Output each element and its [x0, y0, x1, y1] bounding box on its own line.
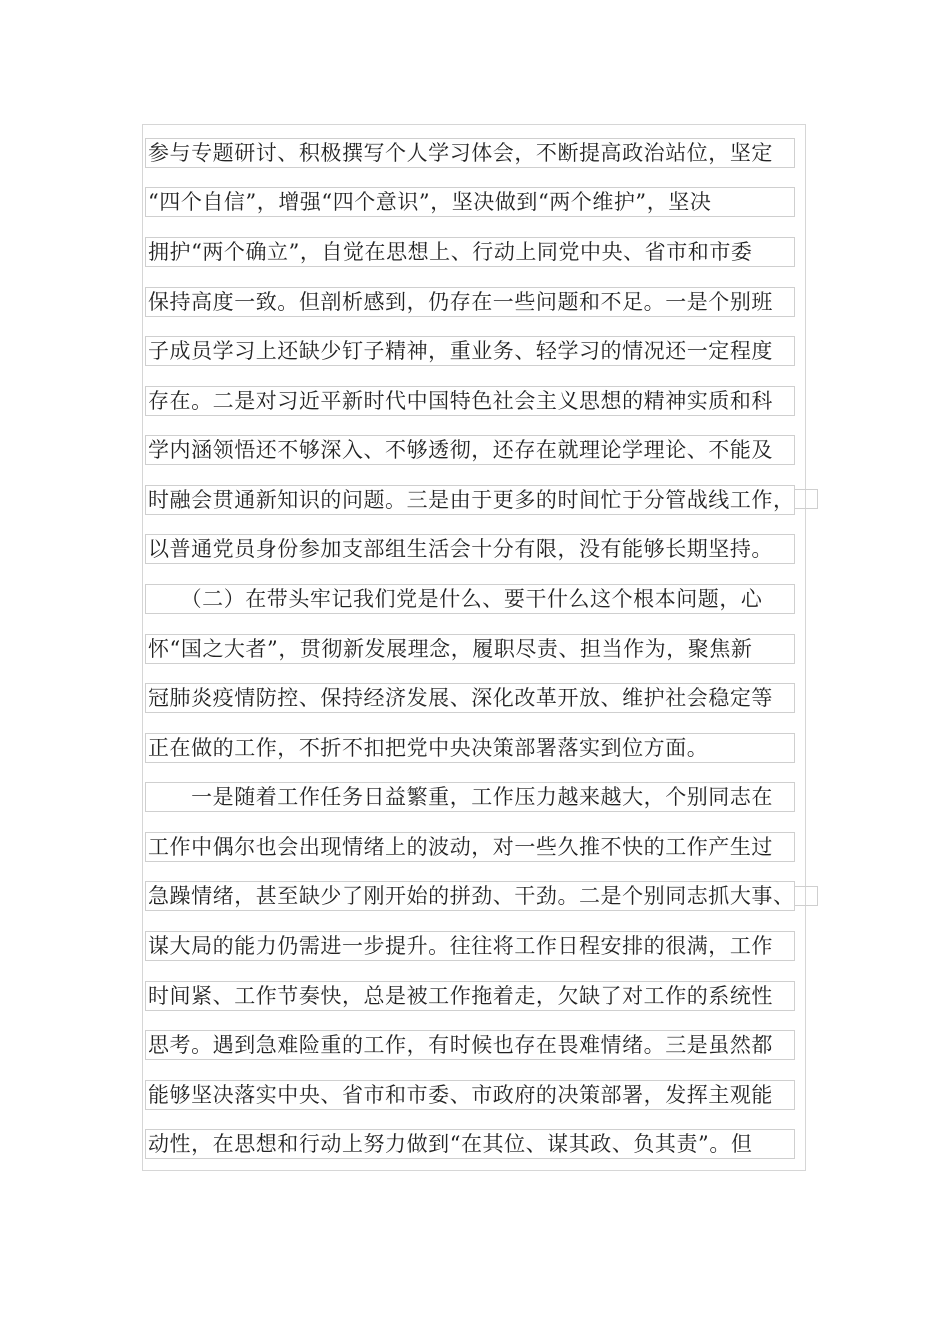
text-line-19: 思考。遇到急难险重的工作，有时候也存在畏难情绪。三是虽然都 [145, 1030, 795, 1060]
text-line-10: （二）在带头牢记我们党是什么、要干什么这个根本问题，心 [145, 584, 795, 614]
text-line-4: 保持高度一致。但剖析感到，仍存在一些问题和不足。一是个别班 [145, 287, 795, 317]
text-line-17: 谋大局的能力仍需进一步提升。往往将工作日程安排的很满，工作 [145, 931, 795, 961]
text-line-5: 子成员学习上还缺少钉子精神，重业务、轻学习的情况还一定程度 [145, 336, 795, 366]
text-line-16: 急躁情绪，甚至缺少了刚开始的拼劲、干劲。二是个别同志抓大事、 [145, 881, 795, 911]
text-line-2: “四个自信”，增强“四个意识”，坚决做到“两个维护”，坚决 [145, 187, 795, 217]
text-line-14: 一是随着工作任务日益繁重，工作压力越来越大，个别同志在 [145, 782, 795, 812]
text-line-1: 参与专题研讨、积极撰写个人学习体会，不断提高政治站位，坚定 [145, 138, 795, 168]
text-line-20: 能够坚决落实中央、省市和市委、市政府的决策部署，发挥主观能 [145, 1080, 795, 1110]
text-line-15: 工作中偶尔也会出现情绪上的波动，对一些久推不快的工作产生过 [145, 832, 795, 862]
text-line-7: 学内涵领悟还不够深入、不够透彻，还存在就理论学理论、不能及 [145, 435, 795, 465]
text-line-12: 冠肺炎疫情防控、保持经济发展、深化改革开放、维护社会稳定等 [145, 683, 795, 713]
text-line-6: 存在。二是对习近平新时代中国特色社会主义思想的精神实质和科 [145, 386, 795, 416]
line-overflow-marker [794, 886, 818, 906]
text-line-21: 动性，在思想和行动上努力做到“在其位、谋其政、负其责”。但 [145, 1129, 795, 1159]
text-line-11: 怀“国之大者”，贯彻新发展理念，履职尽责、担当作为，聚焦新 [145, 634, 795, 664]
text-line-8: 时融会贯通新知识的问题。三是由于更多的时间忙于分管战线工作， [145, 485, 795, 515]
text-line-13: 正在做的工作，不折不扣把党中央决策部署落实到位方面。 [145, 733, 795, 763]
text-line-18: 时间紧、工作节奏快，总是被工作拖着走，欠缺了对工作的系统性 [145, 981, 795, 1011]
text-line-9: 以普通党员身份参加支部组生活会十分有限，没有能够长期坚持。 [145, 534, 795, 564]
text-line-3: 拥护“两个确立”，自觉在思想上、行动上同党中央、省市和市委 [145, 237, 795, 267]
line-overflow-marker [794, 489, 818, 509]
